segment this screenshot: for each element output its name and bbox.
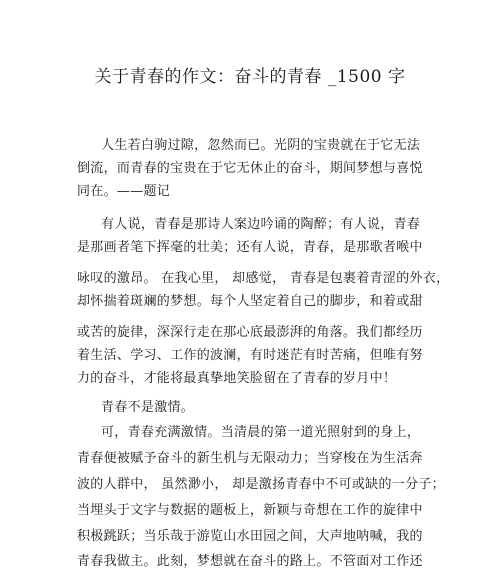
body-line: 却怀揣着斑斓的梦想。每个人坚定着自己的脚步，和着或甜 <box>77 294 423 309</box>
body-line: 咏叹的激昂。 在我心里， 却感觉， 青春是包裹着青涩的外衣， <box>77 271 450 286</box>
body-line: 可，青春充满激情。当清晨的第一道光照射到的身上， <box>101 425 421 440</box>
body-line: 或苦的旋律，深深行走在那心底最澎湃的角落。我们都经历 <box>77 325 423 340</box>
body-line: 力的奋斗，才能将最真挚地笑脸留在了青春的岁月中！ <box>77 371 397 386</box>
body-line: 倒流，而青春的宝贵在于它无休止的奋斗，期间梦想与喜悦 <box>77 161 423 176</box>
body-line: 青春我做主。此刻，梦想就在奋斗的路上。不管面对工作还 <box>77 554 423 569</box>
document-title: 关于青春的作文：奋斗的青春 _1500 字 <box>94 67 406 87</box>
body-line: 着生活、学习、工作的波澜，有时迷茫有时苦痛，但唯有努 <box>77 348 423 363</box>
body-line: 同在。——题记 <box>77 184 171 199</box>
body-line: 人生若白驹过隙，忽然而已。光阴的宝贵就在于它无法 <box>101 138 421 153</box>
body-line: 当埋头于文字与数据的题板上，新颖与奇想在工作的旋律中 <box>77 503 423 518</box>
body-line: 青春不是激情。 <box>101 400 195 415</box>
body-line: 波的人群中， 虽然渺小， 却是激扬青春中不可或缺的一分子； <box>77 477 445 492</box>
body-line: 是那画者笔下挥毫的壮美；还有人说，青春，是那歌者喉中 <box>77 240 423 255</box>
body-line: 青春便被赋予奋斗的新生机与无限动力；当穿梭在为生活奔 <box>77 451 423 466</box>
body-line: 有人说，青春是那诗人案边吟诵的陶醉；有人说，青春 <box>101 217 421 232</box>
body-line: 积极跳跃；当乐哉于游览山水田园之间，大声地呐喊，我的 <box>77 529 423 544</box>
